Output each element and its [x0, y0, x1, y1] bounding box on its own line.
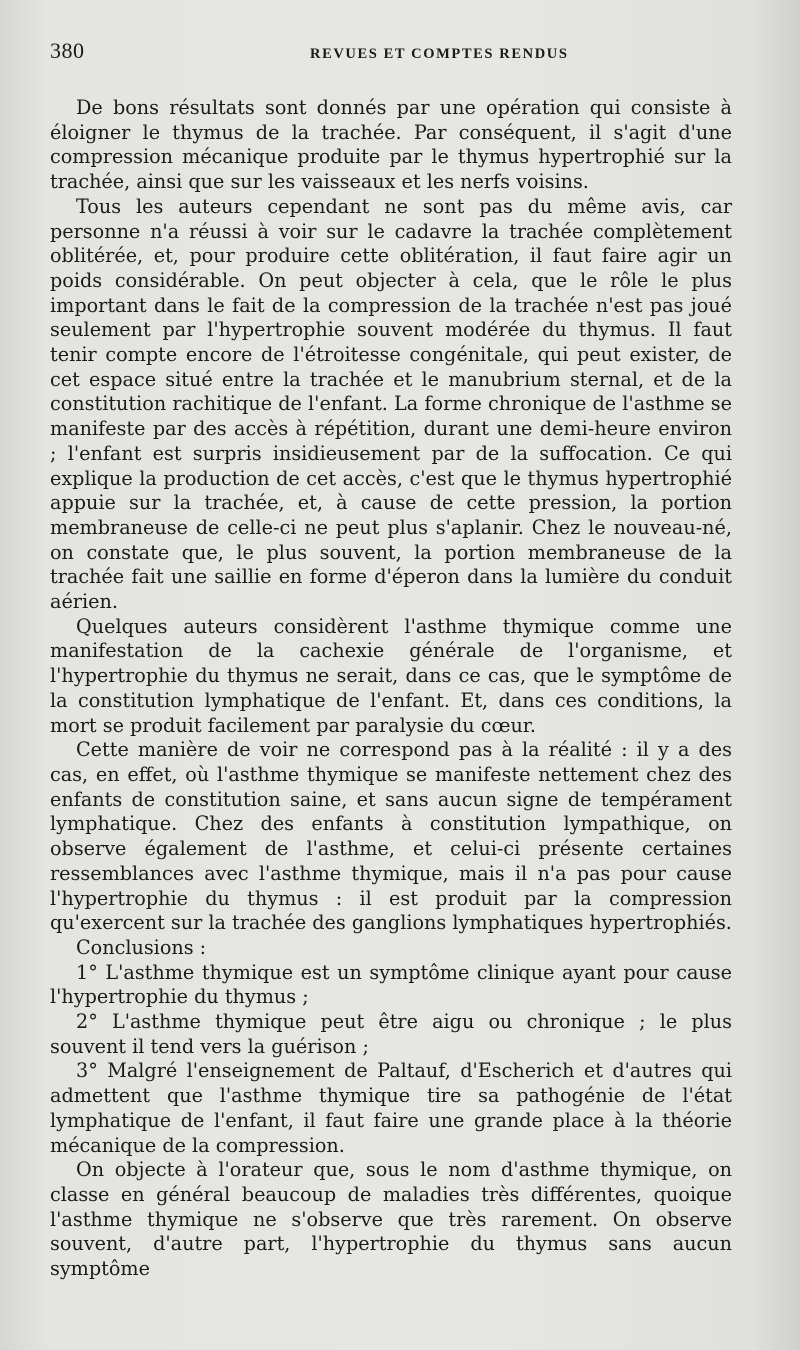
page-header	[50, 38, 732, 74]
conclusion-item: 3° Malgré l'enseignement de Paltauf, d'Escherich et d'autres qui admettent que l'asthme thymique tire sa pathogénie de l'état lymphatique de l'enfant, il faut faire une grande place à la théorie mécanique de la compression.	[50, 1059, 732, 1157]
body-text	[50, 96, 732, 1282]
conclusion-item: 1° L'asthme thymique est un symptôme clinique ayant pour cause l'hypertrophie du thymus ;	[50, 960, 732, 1009]
paragraph: De bons résultats sont donnés par une opération qui consiste à éloigner le thymus de la trachée. Par conséquent, il s'agit d'une compression mécanique produite par le thymus hypertrophié sur la trachée, ainsi que sur les vaisseaux et les nerfs voisins.	[50, 96, 732, 194]
running-head: REVUES ET COMPTES RENDUS	[310, 46, 569, 62]
conclusions-heading: Conclusions :	[76, 935, 207, 959]
paragraph: On objecte à l'orateur que, sous le nom d'asthme thymique, on classe en général beaucoup de maladies très différentes, quoique l'asthme thymique ne s'observe que très rarement. On observe souvent, d'autre part, l'hypertrophie du thymus sans aucun symptôme	[50, 1158, 732, 1281]
paragraph: Tous les auteurs cependant ne sont pas du même avis, car personne n'a réussi à voir sur le cadavre la trachée complètement oblitérée, et, pour produire cette oblitération, il faut faire agir un poids considérable. On peut objecter à cela, que le rôle le plus important dans le fait de la compression de la trachée n'est pas joué seulement par l'hypertrophie souvent modérée du thymus. Il faut tenir compte encore de l'étroitesse congénitale, qui peut exister, de cet espace situé entre la trachée et le manubrium sternal, et de la constitution rachitique de l'enfant. La forme chronique de l'asthme se manifeste par des accès à répétition, durant une demi-heure environ ; l'enfant est surpris insidieusement par de la suffocation. Ce qui explique la production de cet accès, c'est que le thymus hypertrophié appuie sur la trachée, et, à cause de cette pression, la portion membraneuse de celle-ci ne peut plus s'aplanir. Chez le nouveau-né, on constate que, le plus souvent, la portion membraneuse de la trachée fait une saillie en forme d'éperon dans la lumière du conduit aérien.	[50, 194, 732, 614]
paragraph: Quelques auteurs considèrent l'asthme thymique comme une manifestation de la cachexie générale de l'organisme, et l'hypertrophie du thymus ne serait, dans ce cas, que le symptôme de la constitution lymphatique de l'enfant. Et, dans ces conditions, la mort se produit facilement par paralysie du cœur.	[50, 614, 732, 737]
page-number: 380	[50, 38, 85, 63]
conclusion-item: 2° L'asthme thymique peut être aigu ou chronique ; le plus souvent il tend vers la guérison ;	[50, 1010, 732, 1058]
paragraph: Cette manière de voir ne correspond pas à la réalité : il y a des cas, en effet, où l'asthme thymique se manifeste nettement chez des enfants de constitution saine, et sans aucun signe de tempérament lymphatique. Chez des enfants à constitution lympathique, on observe également de l'asthme, et celui-ci présente certaines ressemblances avec l'asthme thymique, mais il n'a pas pour cause l'hypertrophie du thymus : il est produit par la compression qu'exercent sur la trachée des ganglions lymphatiques hypertrophiés.	[50, 738, 732, 935]
